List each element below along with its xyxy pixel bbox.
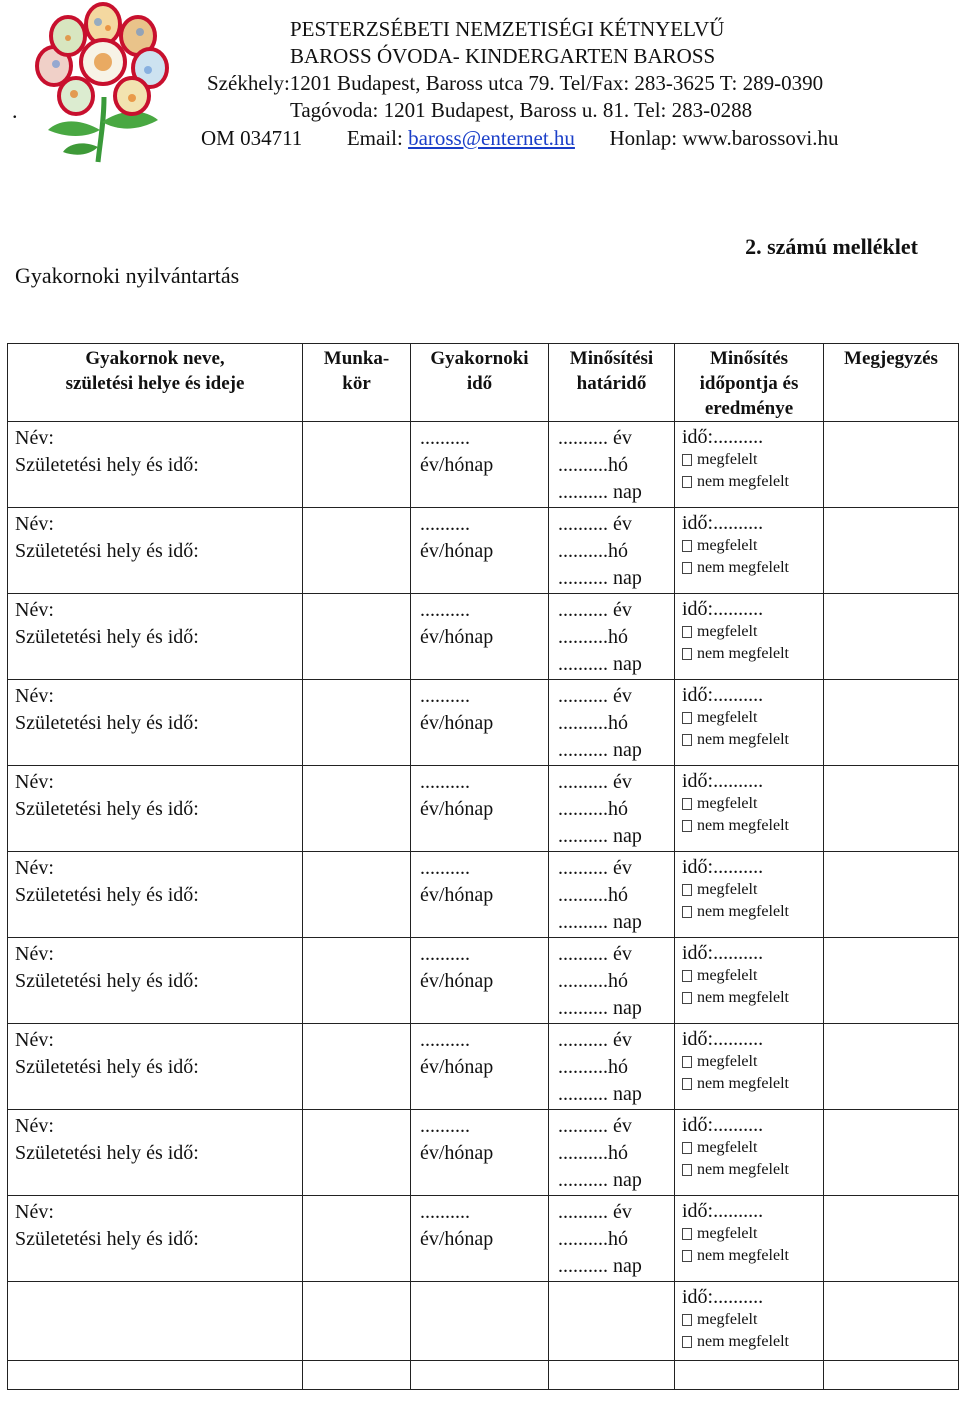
trainee-period-cell[interactable] (411, 1282, 549, 1361)
qualification-date: idő:.......... (682, 1114, 764, 1136)
header-trainee-period (411, 344, 549, 422)
option-label: megfelelt (697, 1139, 758, 1156)
table-row (8, 766, 959, 852)
option-passed[interactable] (682, 1137, 823, 1159)
job-role-cell[interactable] (303, 594, 411, 680)
period-unit: év/hónap (420, 712, 494, 734)
checkbox-icon[interactable] (682, 562, 692, 574)
deadline-part: .......... nap (558, 567, 642, 589)
web-label: Honlap: (609, 126, 678, 150)
trainee-name-cell[interactable] (8, 852, 303, 938)
trainee-name-cell[interactable] (8, 594, 303, 680)
option-label: nem megfelelt (697, 1161, 789, 1178)
job-role-cell[interactable] (303, 1110, 411, 1196)
option-passed[interactable] (682, 793, 823, 815)
option-passed[interactable] (682, 965, 823, 987)
option-label: megfelelt (697, 967, 758, 984)
checkbox-icon[interactable] (682, 798, 692, 810)
trainee-period-cell[interactable] (411, 422, 549, 508)
deadline-part: ..........hó (558, 884, 628, 906)
qualification-date: idő:.......... (682, 426, 764, 448)
trainee-period-cell[interactable] (411, 680, 549, 766)
checkbox-icon[interactable] (682, 1228, 692, 1240)
deadline-part: .......... nap (558, 1255, 642, 1277)
deadline-part: ..........hó (558, 712, 628, 734)
qualification-date: idő:.......... (682, 684, 764, 706)
job-role-cell[interactable] (303, 852, 411, 938)
qualification-date: idő:.......... (682, 1200, 764, 1222)
deadline-part: .......... év (558, 599, 632, 621)
checkbox-icon[interactable] (682, 626, 692, 638)
contact-line (201, 125, 838, 151)
page-title: Gyakornoki nyilvántartás (15, 263, 240, 288)
trainee-register-table (7, 343, 959, 1390)
option-label: nem megfelelt (697, 473, 789, 490)
om-number: OM 034711 (201, 126, 303, 150)
name-label: Név: (15, 1201, 54, 1223)
trainee-name-cell[interactable] (8, 680, 303, 766)
trainee-name-cell[interactable] (8, 508, 303, 594)
option-label: nem megfelelt (697, 645, 789, 662)
header-dot: . (12, 98, 18, 123)
name-label: Név: (15, 427, 54, 449)
branch-address: Tagóvoda: 1201 Budapest, Baross u. 81. Tel: 283-0288 (290, 98, 753, 122)
deadline-cell[interactable] (549, 1361, 675, 1390)
checkbox-icon[interactable] (682, 540, 692, 552)
table-header-row (8, 344, 959, 422)
header-qualification-deadline (549, 344, 675, 422)
trainee-period-cell[interactable] (411, 1110, 549, 1196)
deadline-cell[interactable] (549, 938, 675, 1024)
deadline-cell[interactable] (549, 766, 675, 852)
web-address: www.barossovi.hu (682, 126, 839, 150)
birth-label: Születetési hely és idő: (15, 970, 199, 992)
job-role-cell[interactable] (303, 680, 411, 766)
deadline-part: .......... év (558, 771, 632, 793)
checkbox-icon[interactable] (682, 1078, 692, 1090)
option-failed[interactable] (682, 557, 823, 579)
period-unit: év/hónap (420, 1142, 494, 1164)
header-qualification-result-line: eredménye (704, 398, 794, 419)
option-label: megfelelt (697, 795, 758, 812)
period-dots: .......... (420, 685, 470, 707)
deadline-part: ..........hó (558, 1056, 628, 1078)
remarks-cell[interactable] (824, 422, 959, 508)
checkbox-icon[interactable] (682, 1142, 692, 1154)
option-failed[interactable] (682, 901, 823, 923)
option-failed[interactable] (682, 1073, 823, 1095)
birth-label: Születetési hely és idő: (15, 1228, 199, 1250)
deadline-part: .......... nap (558, 1169, 642, 1191)
option-passed[interactable] (682, 879, 823, 901)
deadline-part: .......... év (558, 943, 632, 965)
table-row (8, 422, 959, 508)
trainee-period-cell[interactable] (411, 852, 549, 938)
deadline-part: .......... nap (558, 653, 642, 675)
option-label: nem megfelelt (697, 559, 789, 576)
option-label: megfelelt (697, 881, 758, 898)
trainee-period-cell[interactable] (411, 594, 549, 680)
checkbox-icon[interactable] (682, 648, 692, 660)
deadline-cell[interactable] (549, 594, 675, 680)
deadline-part: .......... év (558, 1201, 632, 1223)
trainee-period-cell[interactable] (411, 938, 549, 1024)
qualification-result-cell[interactable] (675, 1024, 824, 1110)
trainee-name-cell[interactable] (8, 1196, 303, 1282)
header-qualification-deadline-line: Minősítési (569, 348, 654, 369)
remarks-cell[interactable] (824, 1024, 959, 1110)
qualification-result-cell[interactable] (675, 1282, 824, 1361)
option-label: megfelelt (697, 1225, 758, 1242)
qualification-result-cell[interactable] (675, 852, 824, 938)
deadline-part: .......... év (558, 1029, 632, 1051)
period-dots: .......... (420, 1201, 470, 1223)
birth-label: Születetési hely és idő: (15, 712, 199, 734)
trainee-period-cell[interactable] (411, 1024, 549, 1110)
option-label: megfelelt (697, 537, 758, 554)
header-job-role-line: Munka- (323, 348, 390, 369)
period-unit: év/hónap (420, 540, 494, 562)
table-row (8, 852, 959, 938)
qualification-result-cell[interactable] (675, 508, 824, 594)
checkbox-icon[interactable] (682, 970, 692, 982)
option-passed[interactable] (682, 1051, 823, 1073)
remarks-cell[interactable] (824, 766, 959, 852)
email-label: Email: (346, 126, 403, 150)
deadline-part: .......... év (558, 427, 632, 449)
deadline-cell[interactable] (549, 1110, 675, 1196)
checkbox-icon[interactable] (682, 1336, 692, 1348)
job-role-cell[interactable] (303, 1196, 411, 1282)
option-failed[interactable] (682, 471, 823, 493)
deadline-part: .......... nap (558, 1083, 642, 1105)
option-passed[interactable] (682, 449, 823, 471)
option-failed[interactable] (682, 643, 823, 665)
deadline-part: .......... év (558, 513, 632, 535)
checkbox-icon[interactable] (682, 992, 692, 1004)
period-dots: .......... (420, 943, 470, 965)
name-label: Név: (15, 771, 54, 793)
period-unit: év/hónap (420, 798, 494, 820)
deadline-cell[interactable] (549, 508, 675, 594)
header-qualification-result-line: időpontja és (699, 373, 799, 394)
header-remarks (824, 344, 959, 422)
remarks-cell[interactable] (824, 852, 959, 938)
qualification-result-cell[interactable] (675, 1196, 824, 1282)
checkbox-icon[interactable] (682, 454, 692, 466)
option-label: nem megfelelt (697, 817, 789, 834)
period-dots: .......... (420, 599, 470, 621)
checkbox-icon[interactable] (682, 820, 692, 832)
table-row (8, 1361, 959, 1390)
period-dots: .......... (420, 771, 470, 793)
deadline-part: ..........hó (558, 1142, 628, 1164)
trainee-name-cell[interactable] (8, 1110, 303, 1196)
option-label: nem megfelelt (697, 989, 789, 1006)
table-body (8, 422, 959, 1390)
annex-label: 2. számú melléklet (745, 234, 918, 259)
deadline-part: ..........hó (558, 798, 628, 820)
remarks-cell[interactable] (824, 1196, 959, 1282)
option-label: megfelelt (697, 709, 758, 726)
trainee-name-cell[interactable] (8, 1024, 303, 1110)
table-row (8, 594, 959, 680)
option-passed[interactable] (682, 1309, 823, 1331)
birth-label: Születetési hely és idő: (15, 1142, 199, 1164)
option-label: nem megfelelt (697, 903, 789, 920)
period-unit: év/hónap (420, 1056, 494, 1078)
deadline-part: .......... nap (558, 825, 642, 847)
deadline-part: ..........hó (558, 970, 628, 992)
qualification-result-cell[interactable] (675, 938, 824, 1024)
name-label: Név: (15, 1029, 54, 1051)
option-passed[interactable] (682, 707, 823, 729)
deadline-cell[interactable] (549, 422, 675, 508)
birth-label: Születetési hely és idő: (15, 1056, 199, 1078)
qualification-result-cell[interactable] (675, 422, 824, 508)
option-failed[interactable] (682, 729, 823, 751)
qualification-result-cell[interactable] (675, 680, 824, 766)
school-name-line1: PESTERZSÉBETI NEMZETISÉGI KÉTNYELVŰ (290, 17, 725, 41)
school-name-line2: BAROSS ÓVODA- KINDERGARTEN BAROSS (290, 44, 716, 68)
table-row (8, 508, 959, 594)
deadline-part: ..........hó (558, 1228, 628, 1250)
checkbox-icon[interactable] (682, 1164, 692, 1176)
checkbox-icon[interactable] (682, 1250, 692, 1262)
qualification-result-cell[interactable] (675, 594, 824, 680)
period-unit: év/hónap (420, 970, 494, 992)
deadline-part: .......... év (558, 685, 632, 707)
qualification-date: idő:.......... (682, 856, 764, 878)
header-trainee-name (8, 344, 303, 422)
qualification-result-cell[interactable] (675, 766, 824, 852)
deadline-part: .......... nap (558, 739, 642, 761)
header-trainee-name-line: Gyakornok neve, (85, 348, 225, 369)
option-passed[interactable] (682, 535, 823, 557)
qualification-date: idő:.......... (682, 1028, 764, 1050)
option-label: nem megfelelt (697, 731, 789, 748)
deadline-part: ..........hó (558, 540, 628, 562)
checkbox-icon[interactable] (682, 712, 692, 724)
name-label: Név: (15, 943, 54, 965)
qualification-date: idő:.......... (682, 512, 764, 534)
option-label: nem megfelelt (697, 1247, 789, 1264)
trainee-name-cell[interactable] (8, 1361, 303, 1390)
checkbox-icon[interactable] (682, 734, 692, 746)
header-qualification-result (675, 344, 824, 422)
birth-label: Születetési hely és idő: (15, 454, 199, 476)
qualification-date: idő:.......... (682, 1286, 764, 1308)
option-label: megfelelt (697, 1311, 758, 1328)
checkbox-icon[interactable] (682, 1056, 692, 1068)
name-label: Név: (15, 599, 54, 621)
deadline-cell[interactable] (549, 680, 675, 766)
headquarters-address: Székhely:1201 Budapest, Baross utca 79. Tel/Fax: 283-3625 T: 289-0390 (207, 71, 824, 95)
table-row (8, 1282, 959, 1361)
trainee-name-cell[interactable] (8, 1282, 303, 1361)
deadline-part: .......... nap (558, 997, 642, 1019)
name-label: Név: (15, 857, 54, 879)
job-role-cell[interactable] (303, 508, 411, 594)
deadline-part: ..........hó (558, 626, 628, 648)
option-failed[interactable] (682, 1159, 823, 1181)
period-unit: év/hónap (420, 454, 494, 476)
period-unit: év/hónap (420, 884, 494, 906)
header-trainee-period-line: idő (466, 373, 493, 394)
qualification-date: idő:.......... (682, 770, 764, 792)
period-dots: .......... (420, 857, 470, 879)
checkbox-icon[interactable] (682, 884, 692, 896)
option-passed[interactable] (682, 1223, 823, 1245)
header-job-role (303, 344, 411, 422)
job-role-cell[interactable] (303, 422, 411, 508)
remarks-cell[interactable] (824, 680, 959, 766)
trainee-period-cell[interactable] (411, 508, 549, 594)
trainee-name-cell[interactable] (8, 938, 303, 1024)
job-role-cell[interactable] (303, 1024, 411, 1110)
qualification-result-cell[interactable] (675, 1361, 824, 1390)
checkbox-icon[interactable] (682, 476, 692, 488)
trainee-period-cell[interactable] (411, 1361, 549, 1390)
qualification-date: idő:.......... (682, 598, 764, 620)
period-unit: év/hónap (420, 626, 494, 648)
option-label: megfelelt (697, 623, 758, 640)
header-qualification-deadline-line: határidő (576, 373, 647, 394)
table-row (8, 1110, 959, 1196)
birth-label: Születetési hely és idő: (15, 540, 199, 562)
option-label: nem megfelelt (697, 1075, 789, 1092)
trainee-period-cell[interactable] (411, 1196, 549, 1282)
trainee-name-cell[interactable] (8, 766, 303, 852)
checkbox-icon[interactable] (682, 906, 692, 918)
header-job-role-line: kör (342, 373, 371, 394)
deadline-part: .......... nap (558, 481, 642, 503)
job-role-cell[interactable] (303, 1361, 411, 1390)
deadline-part: ..........hó (558, 454, 628, 476)
deadline-cell[interactable] (549, 1196, 675, 1282)
remarks-cell[interactable] (824, 1361, 959, 1390)
qualification-result-cell[interactable] (675, 1110, 824, 1196)
option-label: megfelelt (697, 451, 758, 468)
qualification-date: idő:.......... (682, 942, 764, 964)
header-trainee-period-line: Gyakornoki (430, 348, 529, 369)
deadline-part: .......... nap (558, 911, 642, 933)
option-failed[interactable] (682, 815, 823, 837)
period-dots: .......... (420, 513, 470, 535)
table-row (8, 680, 959, 766)
deadline-cell[interactable] (549, 852, 675, 938)
option-label: nem megfelelt (697, 1333, 789, 1350)
job-role-cell[interactable] (303, 1282, 411, 1361)
period-dots: .......... (420, 1029, 470, 1051)
name-label: Név: (15, 1115, 54, 1137)
remarks-cell[interactable] (824, 938, 959, 1024)
option-label: megfelelt (697, 1053, 758, 1070)
option-failed[interactable] (682, 987, 823, 1009)
job-role-cell[interactable] (303, 938, 411, 1024)
remarks-cell[interactable] (824, 508, 959, 594)
table-row (8, 1196, 959, 1282)
period-dots: .......... (420, 1115, 470, 1137)
trainee-period-cell[interactable] (411, 766, 549, 852)
deadline-cell[interactable] (549, 1024, 675, 1110)
job-role-cell[interactable] (303, 766, 411, 852)
option-failed[interactable] (682, 1245, 823, 1267)
deadline-part: .......... év (558, 1115, 632, 1137)
deadline-cell[interactable] (549, 1282, 675, 1361)
birth-label: Születetési hely és idő: (15, 884, 199, 906)
trainee-name-cell[interactable] (8, 422, 303, 508)
flower-logo-icon (28, 2, 178, 164)
checkbox-icon[interactable] (682, 1314, 692, 1326)
remarks-cell[interactable] (824, 1282, 959, 1361)
option-failed[interactable] (682, 1331, 823, 1353)
name-label: Név: (15, 685, 54, 707)
remarks-cell[interactable] (824, 1110, 959, 1196)
birth-label: Születetési hely és idő: (15, 626, 199, 648)
header-qualification-result-line: Minősítés (709, 348, 789, 369)
header-trainee-name-line: születési helye és ideje (65, 373, 245, 394)
table-row (8, 938, 959, 1024)
option-passed[interactable] (682, 621, 823, 643)
birth-label: Születetési hely és idő: (15, 798, 199, 820)
remarks-cell[interactable] (824, 594, 959, 680)
name-label: Név: (15, 513, 54, 535)
header-remarks-line: Megjegyzés (844, 348, 938, 369)
table-row (8, 1024, 959, 1110)
deadline-part: .......... év (558, 857, 632, 879)
period-unit: év/hónap (420, 1228, 494, 1250)
email-link[interactable]: baross@enternet.hu (408, 126, 575, 150)
period-dots: .......... (420, 427, 470, 449)
